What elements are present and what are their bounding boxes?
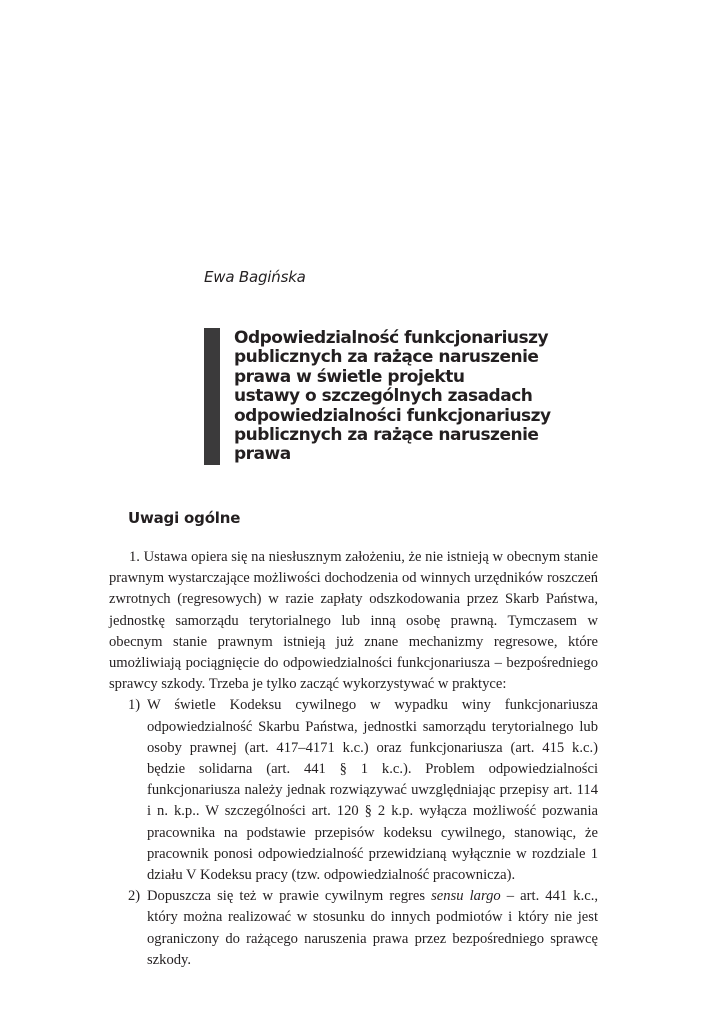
list-item (109, 886, 598, 971)
title-line: prawa w świetle projektu (234, 366, 465, 387)
list-item-text-before: Dopuszcza się też w prawie cywilnym regres (147, 888, 432, 905)
article-body (109, 547, 598, 971)
title-line: publicznych za rażące naruszenie (234, 425, 539, 446)
list-item-number: 2) (128, 888, 141, 905)
title-line: odpowiedzialności funkcjonariuszy (234, 405, 551, 426)
section-heading: Uwagi ogólne (128, 509, 241, 527)
title-line: Odpowiedzialność funkcjonariuszy (234, 328, 549, 348)
list-item (109, 695, 598, 886)
list-item-text-italic: sensu largo (431, 888, 501, 905)
list-item-text: W świetle Kodeksu cywilnego w wypadku winy funkcjonariusza odpowiedzialność Skarbu Państwa, jednostki samorządu terytorialnego lub osoby prawnej (art. 417–4171 k.c.) oraz funkcjonariusza (art. 415 k.c.) będzie solidarna (art. 441 § 1 k.c.). Problem odpowiedzialności funkcjonariusza należy jednak rozwiązywać uwzględniając przepisy art. 114 i n. k.p.. W szczególności art. 120 § 2 k.p. wyłącza możliwość pozwania pracownika na podstawie przepisów kodeksu cywilnego, stanowiąc, że pracownik ponosi odpowiedzialność przewidzianą wyłącznie w rozdziale 1 działu V Kodeksu pracy (tzw. odpowiedzialność pracownicza). (147, 697, 598, 884)
numbered-list (109, 695, 598, 971)
title-line: publicznych za rażące naruszenie (234, 347, 539, 368)
article-title (234, 329, 594, 465)
title-accent-bar (204, 328, 220, 465)
paragraph-1: 1. Ustawa opiera się na niesłusznym założeniu, że nie istnieją w obecnym stanie prawnym wystarczające możliwości dochodzenia od winnych urzędników roszczeń zwrotnych (regresowych) w razie zapłaty odszkodowania przez Skarb Państwa, jednostkę samorządu terytorialnego lub inną osobę prawną. Tymczasem w obecnym stanie prawnym istnieją już znane mechanizmy regresowe, które umożliwiają pociągnięcie do odpowiedzialności funkcjonariusza – bezpośredniego sprawcy szkody. Trzeba je tylko zacząć wykorzystywać w praktyce: (109, 549, 598, 693)
list-item-text-after: – art. 441 k.c., który można realizować w stosunku do innych podmiotów i który nie jest ograniczony do rażącego naruszenia prawa przez bezpośredniego sprawcę szkody. (147, 888, 599, 968)
title-line: prawa (234, 444, 291, 465)
title-line: ustawy o szczególnych zasadach (234, 386, 533, 407)
author-name: Ewa Bagińska (204, 268, 306, 286)
list-item-number: 1) (128, 697, 141, 714)
